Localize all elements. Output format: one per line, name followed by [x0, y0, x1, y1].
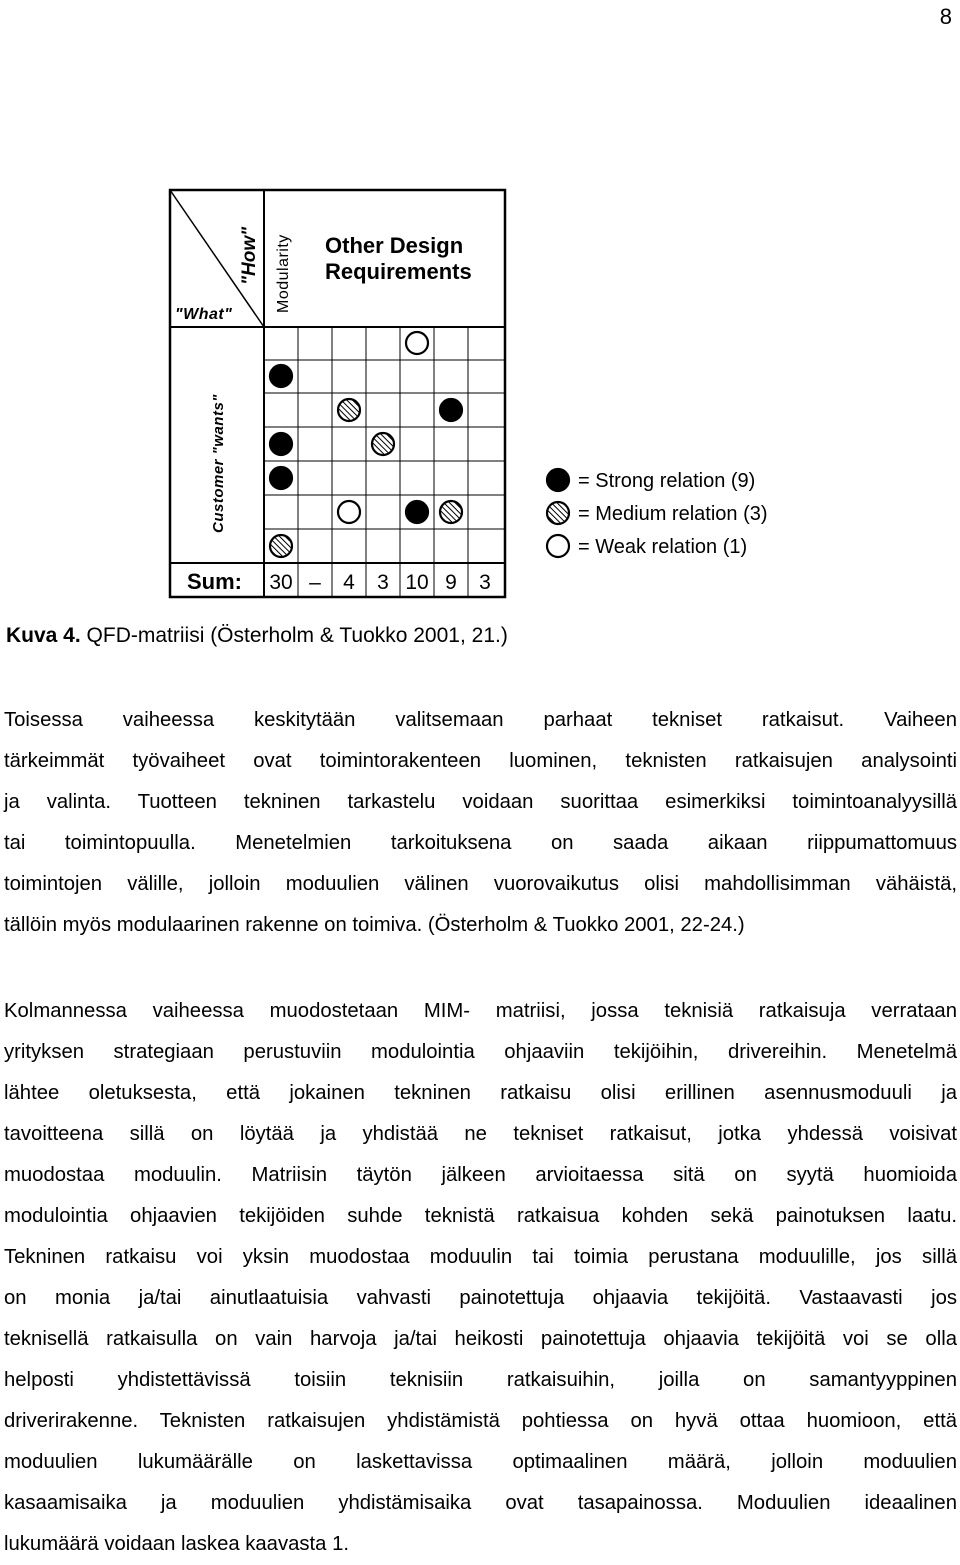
medium-relation-symbol	[338, 399, 360, 421]
sum-values	[269, 571, 491, 594]
sum-value: 10	[405, 571, 429, 594]
sum-value: 9	[445, 571, 457, 594]
legend-label: = Strong relation (9)	[578, 470, 756, 492]
strong-relation-symbol	[270, 467, 292, 489]
paragraph-line: Kolmannessa vaiheessa muodostetaan MIM- matriisi, jossa teknisiä ratkaisuja verrataan	[4, 1000, 957, 1022]
medium-relation-symbol	[372, 433, 394, 455]
paragraph-line: lukumäärä voidaan laskea kaavasta 1.	[4, 1533, 349, 1555]
sum-value: 3	[377, 571, 389, 594]
paragraph-line: lähtee oletuksesta, että jokainen tekninen ratkaisu olisi erillinen asennusmoduuli ja	[4, 1082, 957, 1104]
paragraph-line: muodostaa moduulin. Matriisin täytön jälkeen arvioitaessa sitä on syytä huomioida	[4, 1164, 957, 1186]
legend-label: = Medium relation (3)	[578, 503, 768, 525]
paragraph-line: ja valinta. Tuotteen tekninen tarkastelu voidaan suorittaa esimerkiksi toimintoanalyysillä	[4, 791, 957, 813]
paragraph-line: tavoitteena sillä on löytää ja yhdistää ne tekniset ratkaisut, jotka yhdessä voisivat	[4, 1123, 957, 1145]
other-design-requirements-line2: Requirements	[325, 259, 472, 284]
paragraph-line: helposti yhdistettävissä toisiin teknisiin ratkaisuihin, joilla on samantyyppinen	[4, 1369, 957, 1391]
weak-legend-symbol	[547, 535, 569, 557]
sum-value: 3	[479, 571, 491, 594]
paragraph-line: Toisessa vaiheessa keskitytään valitsemaan parhaat tekniset ratkaisut. Vaiheen	[4, 709, 957, 731]
paragraph-line: tai toimintopuulla. Menetelmien tarkoituksena on saada aikaan riippumattomuus	[4, 832, 957, 854]
legend	[547, 469, 768, 558]
caption-label: Kuva 4.	[6, 624, 81, 647]
paragraph-line: tällöin myös modulaarinen rakenne on toimiva. (Österholm & Tuokko 2001, 22-24.)	[4, 914, 745, 936]
paragraph-line: yrityksen strategiaan perustuviin modulointia ohjaaviin tekijöihin, drivereihin. Menetelmä	[4, 1041, 957, 1063]
how-label: "How"	[239, 226, 260, 285]
medium-relation-symbol	[270, 535, 292, 557]
other-design-requirements-line1: Other Design	[325, 233, 464, 258]
medium-legend-symbol	[547, 502, 569, 524]
strong-relation-symbol	[270, 433, 292, 455]
paragraph-2	[4, 991, 957, 1565]
paragraph-1	[4, 700, 957, 946]
strong-legend-symbol	[547, 469, 569, 491]
paragraph-line: moduulien lukumäärälle on laskettavissa optimaalinen määrä, jolloin moduulien	[4, 1451, 957, 1473]
paragraph-line: driverirakenne. Teknisten ratkaisujen yhdistämistä pohtiessa on hyvä ottaa huomioon, että	[4, 1410, 957, 1432]
weak-relation-symbol	[406, 332, 428, 354]
what-label: "What"	[175, 306, 233, 323]
paragraph-line: tärkeimmät työvaiheet ovat toimintorakenteen luominen, teknisten ratkaisujen analysointi	[4, 750, 957, 772]
medium-relation-symbol	[440, 501, 462, 523]
sum-value: 4	[343, 571, 355, 594]
qfd-matrix-figure	[165, 185, 815, 605]
figure-caption	[6, 624, 508, 648]
modularity-label: Modularity	[275, 234, 292, 313]
sum-value: 30	[269, 571, 293, 594]
page-number: 8	[939, 4, 952, 29]
sum-label: Sum:	[187, 569, 242, 594]
strong-relation-symbol	[440, 399, 462, 421]
paragraph-line: Tekninen ratkaisu voi yksin muodostaa moduulin tai toimia perustana moduulille, jos sillä	[4, 1246, 957, 1268]
paragraph-line: modulointia ohjaavien tekijöiden suhde teknistä ratkaisua kohden sekä painotuksen laatu.	[4, 1205, 957, 1227]
paragraph-line: toimintojen välille, jolloin moduulien välinen vuorovaikutus olisi mahdollisimman vähäistä,	[4, 873, 957, 895]
weak-relation-symbol	[338, 501, 360, 523]
sum-value: –	[309, 571, 321, 594]
customer-wants-label: Customer "wants"	[210, 394, 227, 533]
qfd-matrix-svg	[165, 185, 815, 605]
paragraph-line: on monia ja/tai ainutlaatuisia vahvasti painotettuja ohjaavia tekijöitä. Vastaavasti jos	[4, 1287, 957, 1309]
paragraph-line: teknisellä ratkaisulla on vain harvoja ja/tai heikosti painotettuja ohjaavia tekijöitä voi se olla	[4, 1328, 957, 1350]
legend-label: = Weak relation (1)	[578, 536, 748, 558]
caption-text: QFD-matriisi (Österholm & Tuokko 2001, 21.)	[80, 624, 508, 647]
paragraph-line: kasaamisaika ja moduulien yhdistämisaika ovat tasapainossa. Moduulien ideaalinen	[4, 1492, 957, 1514]
strong-relation-symbol	[270, 365, 292, 387]
strong-relation-symbol	[406, 501, 428, 523]
